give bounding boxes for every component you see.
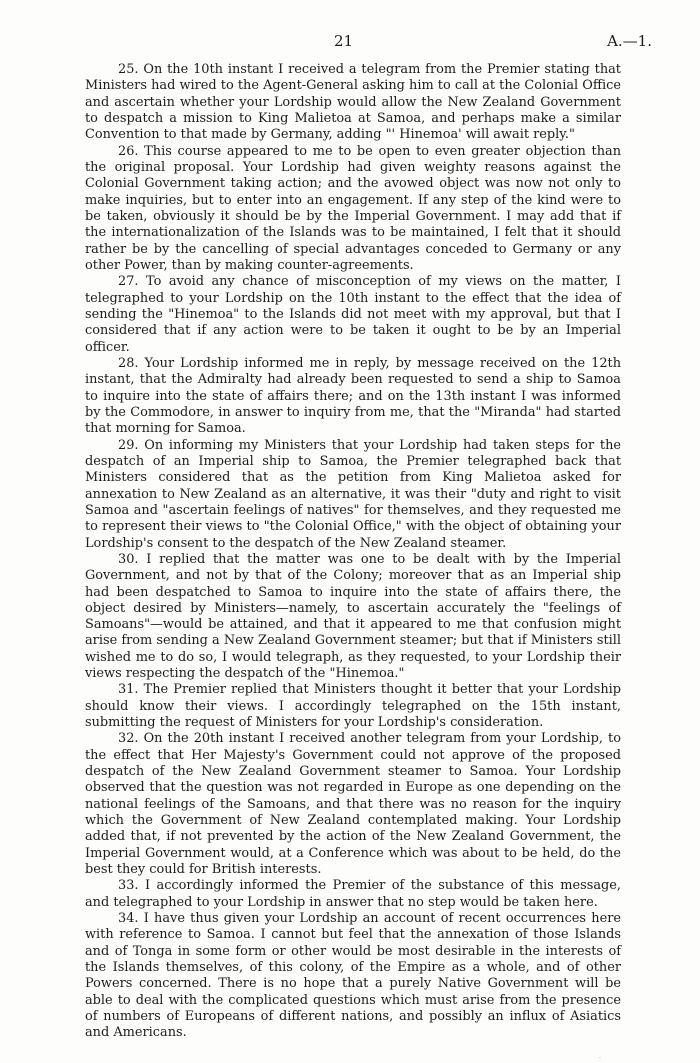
- paragraph-32: 32. On the 20th instant I received another telegram from your Lordship, to the effect that Her Majesty's Government could not approve of the proposed despatch of the New Zealand Government steamer to Samoa. Your Lordship observed that the question was not regarded in Europe as one depending on the national feelings of the Samoans, and that there was no reason for the inquiry which the Government of New Zealand contemplated making. Your Lordship added that, if not prevented by the action of the New Zealand Government, the Imperial Government would, at a Conference which was about to be held, do the best they could for British interests.: [85, 731, 621, 878]
- page-header: [0, 32, 700, 52]
- paragraph-29: 29. On informing my Ministers that your Lordship had taken steps for the despatch of an Imperial ship to Samoa, the Premier telegraphed back that Ministers considered that as the petition from King Malietoa asked for annexation to New Zealand as an alternative, it was their "duty and right to visit Samoa and "ascertain feelings of natives" for themselves, and they requested me to represent their views to "the Colonial Office," with the object of obtaining your Lordship's consent to the despatch of the New Zealand steamer.: [85, 437, 621, 551]
- print-speck: ·: [599, 1055, 601, 1062]
- paragraph-33: 33. I accordingly informed the Premier of the substance of this message, and telegraphed to your Lordship in answer that no step would be taken here.: [85, 878, 621, 910]
- document-reference: A.—1.: [607, 32, 652, 50]
- document-body: [85, 62, 621, 1042]
- paragraph-30: 30. I replied that the matter was one to be dealt with by the Imperial Government, and not by that of the Colony; moreover that as an Imperial ship had been despatched to Samoa to inquire into the state of affairs there, the object desired by Ministers—namely, to ascertain accurately the "feelings of Samoans"—would be attained, and that it appeared to me that confusion might arise from sending a New Zealand Government steamer; but that if Ministers still wished me to do so, I would telegraph, as they requested, to your Lordship their views respecting the despatch of the "Hinemoa.": [85, 551, 621, 682]
- paragraph-31: 31. The Premier replied that Ministers thought it better that your Lordship should know their views. I accordingly telegraphed on the 15th instant, submitting the request of Ministers for your Lordship's consideration.: [85, 682, 621, 731]
- paragraph-26: 26. This course appeared to me to be open to even greater objection than the original proposal. Your Lordship had given weighty reasons against the Colonial Government taking action; and the avowed object was now not only to make inquiries, but to enter into an engagement. If any step of the kind were to be taken, obviously it should be by the Imperial Government. I may add that if the internationalization of the Islands was to be maintained, I felt that it should rather be by the cancelling of special advantages conceded to Germany or any other Power, than by making counter-agreements.: [85, 143, 621, 273]
- paragraph-25: 25. On the 10th instant I received a telegram from the Premier stating that Ministers had wired to the Agent-General asking him to call at the Colonial Office and ascertain whether your Lordship would allow the New Zealand Government to despatch a mission to King Malietoa at Samoa, and perhaps make a similar Convention to that made by Germany, adding "' Hinemoa' will await reply.": [85, 62, 621, 143]
- page-number: 21: [334, 32, 354, 50]
- paragraph-28: 28. Your Lordship informed me in reply, by message received on the 12th instant, that the Admiralty had already been requested to send a ship to Samoa to inquire into the state of affairs there; and on the 13th instant I was informed by the Commodore, in answer to inquiry from me, that the "Miranda" had started that morning for Samoa.: [85, 355, 621, 437]
- paragraph-34: 34. I have thus given your Lordship an account of recent occurrences here with reference to Samoa. I cannot but feel that the annexation of those Islands and of Tonga in some form or other would be most desirable in the interests of the Islands themselves, of this colony, of the Empire as a whole, and of other Powers concerned. There is no hope that a purely Native Government will be able to deal with the complicated questions which must arise from the presence of numbers of Europeans of different nations, and possibly an influx of Asiatics and Americans.: [85, 911, 621, 1041]
- paragraph-27: 27. To avoid any chance of misconception of my views on the matter, I telegraphed to your Lordship on the 10th instant to the effect that the idea of sending the "Hinemoa" to the Islands did not meet with my approval, but that I considered that if any action were to be taken it ought to be by an Imperial officer.: [85, 274, 621, 355]
